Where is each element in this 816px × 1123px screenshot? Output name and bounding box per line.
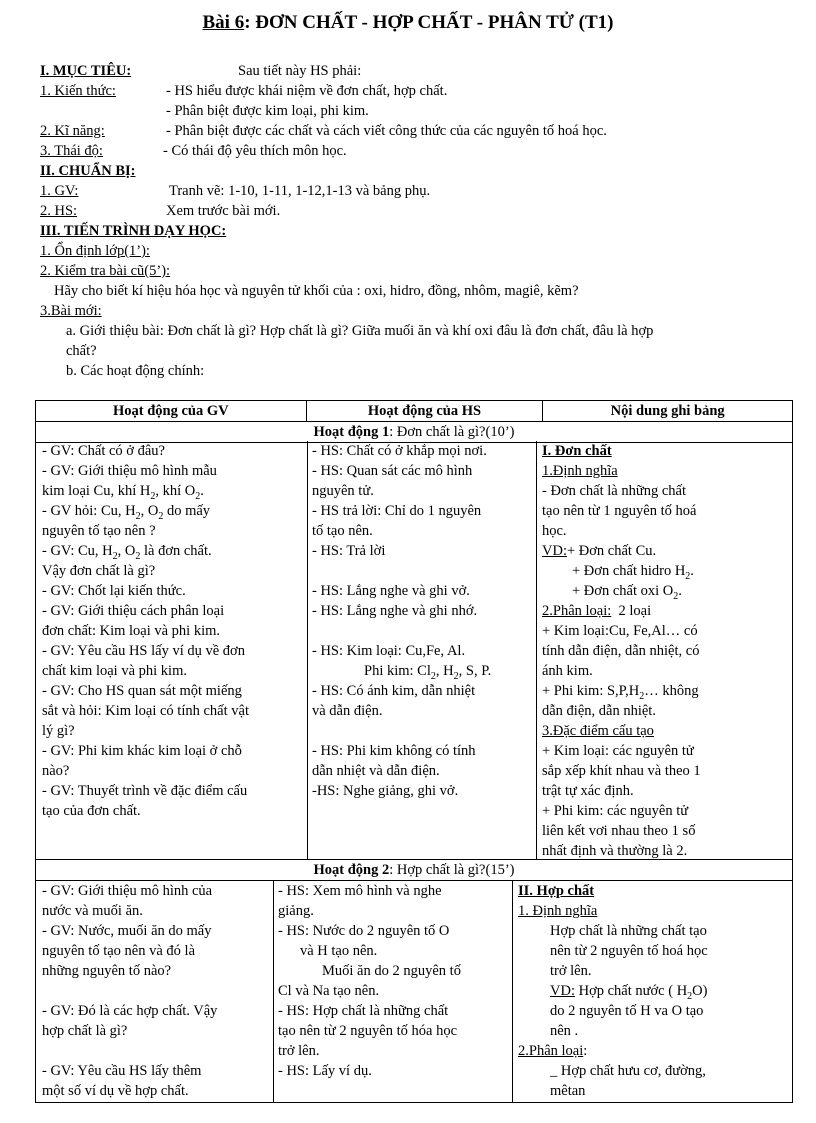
- activity-1-label: Hoạt động 1: [313, 424, 390, 440]
- a2-nd-text: :: [583, 1043, 588, 1059]
- a1-hs-line: -HS: Nghe giảng, ghi vở.: [312, 783, 459, 799]
- activity-2-title: [35, 860, 793, 881]
- a2-nd-line: [518, 981, 788, 1001]
- a2-nd-line: [518, 1041, 788, 1061]
- a1-hs-line: [312, 621, 534, 641]
- a1-hs-line: - HS: Quan sát các mô hình: [312, 463, 473, 479]
- a1-gv-line: [42, 541, 304, 561]
- a2-nd-line: mêtan: [550, 1083, 586, 1099]
- a1-gv-text: .: [200, 483, 204, 499]
- a1-hs-line: nguyên tử.: [312, 483, 374, 499]
- a1-gv-line: - GV: Cho HS quan sát một miếng: [42, 683, 242, 699]
- prep-hs-label: [40, 201, 77, 221]
- knowledge-label-text: 1. Kiến thức:: [40, 83, 116, 99]
- prep-gv-label-text: 1. GV:: [40, 183, 79, 199]
- a1-nd-text: 1.Định nghĩa: [542, 463, 618, 479]
- a1-nd-line: ánh kim.: [542, 663, 593, 679]
- a1-hs-text: , H: [435, 663, 454, 679]
- process-intro-a: a. Giới thiệu bài: Đơn chất là gì? Hợp chất là gì? Giữa muối ăn và khí oxi đâu là đơn chất, đâu là hợp: [66, 323, 654, 339]
- a2-nd-heading-text: II. Hợp chất: [518, 883, 595, 899]
- process-step-3: [40, 301, 102, 321]
- a1-nd-text: 2.Phân loại:: [542, 603, 612, 619]
- subscript: 2: [135, 510, 141, 522]
- a1-gv-line: - GV: Giới thiệu cách phân loại: [42, 603, 225, 619]
- a1-nd-text: VD:: [542, 543, 567, 559]
- a1-gv-line: tạo của đơn chất.: [42, 803, 141, 819]
- a1-hs-line: và dẫn điện.: [312, 703, 383, 719]
- subscript: 2: [639, 690, 645, 702]
- a2-gv-line: những nguyên tố nào?: [42, 963, 172, 979]
- process-step-3-text: 3.Bài mới:: [40, 303, 102, 319]
- a1-gv-line: Vậy đơn chất là gì?: [42, 563, 156, 579]
- activity-2-rest: : Hợp chất là gì?(15’): [389, 862, 515, 878]
- process-intro-a-cont: chất?: [66, 343, 97, 359]
- a1-nd-heading-text: I. Đơn chất: [542, 443, 612, 459]
- a1-gv-text: - GV: Cu, H: [42, 543, 113, 559]
- a1-hs-line: - HS trả lời: Chỉ do 1 nguyên: [312, 503, 482, 519]
- a1-gv-line: đơn chất: Kim loại và phi kim.: [42, 623, 221, 639]
- a1-gv-line: lý gì?: [42, 723, 75, 739]
- prep-hs-text: Xem trước bài mới.: [166, 203, 281, 219]
- a1-nd-text: .: [678, 583, 682, 599]
- a1-gv-text: do mấy: [163, 503, 211, 519]
- process-step-2: [40, 261, 170, 281]
- a1-gv-line: - GV: Chất có ở đâu?: [42, 443, 165, 459]
- a2-hs-line: giảng.: [278, 903, 314, 919]
- header-hs: Hoạt động của HS: [306, 401, 543, 422]
- a2-gv-line: [42, 1041, 270, 1061]
- process-intro-b: b. Các hoạt động chính:: [66, 363, 205, 379]
- a2-hs-line: - HS: Lấy ví dụ.: [278, 1063, 372, 1079]
- a2-nd-text: 1. Định nghĩa: [518, 903, 598, 919]
- activity-1-rest: : Đơn chất là gì?(10’): [389, 424, 515, 440]
- skills-label: [40, 121, 135, 141]
- a2-hs-line: trở lên.: [278, 1043, 320, 1059]
- a1-nd-text: + Đơn chất oxi O: [572, 583, 674, 599]
- a1-nd-text: … không: [644, 683, 699, 699]
- activity-1-row: [36, 422, 793, 443]
- a1-gv-line: - GV: Giới thiệu mô hình mẫu: [42, 463, 217, 479]
- a2-hs-line: tạo nên từ 2 nguyên tố hóa học: [278, 1023, 457, 1039]
- a2-nd-heading: [518, 881, 788, 901]
- a1-hs-line: tố tạo nên.: [312, 523, 373, 539]
- a2-hs-line: - HS: Xem mô hình và nghe: [278, 883, 442, 899]
- prep-heading-text: II. CHUẨN BỊ:: [40, 163, 136, 179]
- a1-hs-column: [312, 441, 534, 801]
- subscript: 2: [685, 570, 691, 582]
- a1-nd-heading: [542, 441, 788, 461]
- a2-hs-line: Muối ăn do 2 nguyên tố: [322, 963, 461, 979]
- activity-2-body: [35, 881, 793, 1103]
- subscript: 2: [195, 490, 201, 502]
- a1-gv-line: - GV: Yêu cầu HS lấy ví dụ về đơn: [42, 643, 245, 659]
- a1-gv-text: , O: [117, 543, 136, 559]
- a1-nd-line: nhất định và thường là 2.: [542, 843, 688, 859]
- a1-nd-line: + Phi kim: các nguyên tử: [542, 803, 689, 819]
- attitude-label: [40, 141, 103, 161]
- a1-gv-line: - GV: Thuyết trình về đặc điểm cấu: [42, 783, 248, 799]
- subscript: 2: [158, 510, 164, 522]
- a1-nd-line: [542, 681, 788, 701]
- a1-nd-line: + Kim loại: các nguyên tử: [542, 743, 694, 759]
- a2-nd-text: VD:: [550, 983, 575, 999]
- a1-nd-line: học.: [542, 523, 567, 539]
- a1-nd-line: liên kết vơi nhau theo 1 số: [542, 823, 696, 839]
- process-step-1: [40, 241, 150, 261]
- a1-nd-line: [542, 461, 788, 481]
- a1-content-column: [542, 441, 788, 861]
- activity-2-label: Hoạt động 2: [313, 862, 390, 878]
- a1-nd-line: trật tự xác định.: [542, 783, 634, 799]
- a1-gv-text: - GV hỏi: Cu, H: [42, 503, 136, 519]
- a1-divider-2: [536, 441, 537, 859]
- a1-nd-text: + Phi kim: S,P,H: [542, 683, 640, 699]
- a2-nd-text: Hợp chất nước ( H: [574, 983, 688, 999]
- a2-gv-line: nước và muối ăn.: [42, 903, 143, 919]
- knowledge-label: [40, 81, 116, 101]
- a1-gv-line: [42, 501, 304, 521]
- a1-hs-text: , S, P.: [458, 663, 492, 679]
- process-step-2-text: 2. Kiểm tra bài cũ(5’):: [40, 263, 171, 279]
- lesson-number: Bài 6: [202, 12, 245, 33]
- a1-nd-line: tạo nên từ 1 nguyên tố hoá: [542, 503, 697, 519]
- a1-nd-line: dẫn điện, dẫn nhiệt.: [542, 703, 656, 719]
- a1-hs-line: [312, 661, 534, 681]
- a1-gv-text: , O: [140, 503, 159, 519]
- a1-hs-text: Phi kim: Cl: [364, 663, 431, 679]
- process-step-1-text: 1. Ổn định lớp(1’):: [40, 243, 150, 259]
- a1-divider-1: [307, 441, 308, 859]
- prep-gv-text: Tranh vẽ: 1-10, 1-11, 1-12,1-13 và bảng phụ.: [169, 183, 431, 199]
- subscript: 2: [135, 550, 141, 562]
- a1-nd-text: + Đơn chất hidro H: [572, 563, 686, 579]
- a2-content-column: [518, 881, 788, 1101]
- header-gv: Hoạt động của GV: [36, 401, 307, 422]
- subscript: 2: [687, 990, 693, 1002]
- a1-nd-line: + Kim loại:Cu, Fe,Al… có: [542, 623, 698, 639]
- subscript: 2: [453, 670, 459, 682]
- a1-nd-line: [542, 601, 788, 621]
- prep-hs-label-text: 2. HS:: [40, 203, 78, 219]
- objectives-intro: Sau tiết này HS phải:: [238, 63, 362, 79]
- attitude-label-text: 3. Thái độ:: [40, 143, 103, 159]
- objectives-heading-text: I. MỤC TIÊU:: [40, 63, 132, 79]
- a1-nd-line: [542, 581, 788, 601]
- a2-hs-line: - HS: Nước do 2 nguyên tố O: [278, 923, 450, 939]
- a2-divider-2: [512, 881, 513, 1102]
- objectives-heading: [40, 61, 131, 81]
- a2-gv-line: - GV: Yêu cầu HS lấy thêm: [42, 1063, 202, 1079]
- a2-gv-line: nguyên tố tạo nên và đó là: [42, 943, 196, 959]
- a2-gv-line: - GV: Giới thiệu mô hình của: [42, 883, 213, 899]
- activity-1-title: [36, 422, 793, 443]
- a2-nd-line: nên .: [550, 1023, 579, 1039]
- process-heading-text: III. TIẾN TRÌNH DẠY HỌC:: [40, 223, 227, 239]
- attitude-item-1: - Có thái độ yêu thích môn học.: [163, 143, 347, 159]
- a2-gv-column: [42, 881, 270, 1101]
- a2-nd-line: _ Hợp chất hưu cơ, đường,: [550, 1063, 706, 1079]
- process-question: Hãy cho biết kí hiệu hóa học và nguyên tử khối của : oxi, hidro, đồng, nhôm, magiê, kẽm?: [54, 283, 579, 299]
- knowledge-item-2: - Phân biệt được kim loại, phi kim.: [166, 103, 369, 119]
- a1-gv-text: là đơn chất.: [140, 543, 212, 559]
- prep-heading: [40, 161, 135, 181]
- a1-gv-line: [42, 481, 304, 501]
- a2-hs-column: [278, 881, 510, 1081]
- a2-hs-line: - HS: Hợp chất là những chất: [278, 1003, 449, 1019]
- subscript: 2: [112, 550, 118, 562]
- a1-nd-line: - Đơn chất là những chất: [542, 483, 686, 499]
- activity-table: [35, 400, 793, 443]
- a1-nd-line: [542, 541, 788, 561]
- skills-item-1: - Phân biệt được các chất và cách viết công thức của các nguyên tố hoá học.: [166, 123, 607, 139]
- a1-gv-line: - GV: Chốt lại kiến thức.: [42, 583, 186, 599]
- a2-nd-line: [518, 901, 788, 921]
- a1-hs-line: [312, 561, 534, 581]
- a1-gv-text: , khí O: [155, 483, 196, 499]
- a2-gv-line: [42, 981, 270, 1001]
- a2-nd-line: Hợp chất là những chất tạo: [550, 923, 707, 939]
- subscript: 2: [430, 670, 436, 682]
- a1-hs-line: - HS: Trả lời: [312, 543, 386, 559]
- a1-hs-line: [312, 721, 534, 741]
- subscript: 2: [673, 590, 679, 602]
- a1-gv-column: [42, 441, 304, 821]
- a1-gv-line: sắt và hỏi: Kim loại có tính chất vật: [42, 703, 249, 719]
- page-title: [0, 12, 816, 34]
- a1-nd-text: + Đơn chất Cu.: [566, 543, 657, 559]
- skills-label-text: 2. Kĩ năng:: [40, 123, 105, 139]
- lesson-title: : ĐƠN CHẤT - HỢP CHẤT - PHÂN TỬ (T1): [244, 12, 614, 33]
- a2-nd-text: 2.Phân loại: [518, 1043, 584, 1059]
- a2-gv-line: hợp chất là gì?: [42, 1023, 128, 1039]
- knowledge-item-1: - HS hiểu được khái niệm về đơn chất, hợp chất.: [166, 83, 448, 99]
- activity-1-body: [35, 441, 793, 860]
- a1-nd-text: .: [690, 563, 694, 579]
- a2-hs-line: và H tạo nên.: [300, 943, 378, 959]
- a1-gv-text: kim loại Cu, khí H: [42, 483, 151, 499]
- a2-nd-line: do 2 nguyên tố H va O tạo: [550, 1003, 704, 1019]
- a1-hs-line: dẫn nhiệt và dẫn điện.: [312, 763, 440, 779]
- a1-hs-line: - HS: Phi kim không có tính: [312, 743, 476, 759]
- a1-hs-line: - HS: Chất có ở khắp mọi nơi.: [312, 443, 487, 459]
- a1-hs-line: - HS: Kim loại: Cu,Fe, Al.: [312, 643, 466, 659]
- a1-hs-line: - HS: Lắng nghe và ghi vở.: [312, 583, 470, 599]
- a1-gv-line: - GV: Phi kim khác kim loại ở chỗ: [42, 743, 242, 759]
- a1-gv-line: nguyên tố tạo nên ?: [42, 523, 156, 539]
- a1-hs-line: - HS: Có ánh kim, dẫn nhiệt: [312, 683, 476, 699]
- a1-gv-line: nào?: [42, 763, 70, 779]
- table-header-row: [36, 401, 793, 422]
- a1-nd-line: tính dẫn điện, dẫn nhiệt, có: [542, 643, 700, 659]
- a2-nd-text: O): [692, 983, 708, 999]
- a1-nd-text: 3.Đặc điểm cấu tạo: [542, 723, 654, 739]
- subscript: 2: [150, 490, 156, 502]
- a2-divider-1: [273, 881, 274, 1102]
- a2-nd-line: trở lên.: [550, 963, 592, 979]
- a1-hs-line: - HS: Lắng nghe và ghi nhớ.: [312, 603, 478, 619]
- a2-gv-line: - GV: Nước, muối ăn do mấy: [42, 923, 212, 939]
- header-content: Nội dung ghi bảng: [543, 401, 793, 422]
- a2-nd-line: nên từ 2 nguyên tố hoá học: [550, 943, 708, 959]
- process-heading: [40, 221, 226, 241]
- a2-hs-line: Cl và Na tạo nên.: [278, 983, 380, 999]
- a1-nd-line: sắp xếp khít nhau và theo 1: [542, 763, 701, 779]
- a1-gv-line: chất kim loại và phi kim.: [42, 663, 187, 679]
- a1-nd-text: 2 loại: [618, 603, 652, 619]
- a2-gv-line: một số ví dụ về hợp chất.: [42, 1083, 189, 1099]
- a1-nd-line: [542, 721, 788, 741]
- a2-gv-line: - GV: Đó là các hợp chất. Vậy: [42, 1003, 218, 1019]
- prep-gv-label: [40, 181, 78, 201]
- a1-nd-line: [542, 561, 788, 581]
